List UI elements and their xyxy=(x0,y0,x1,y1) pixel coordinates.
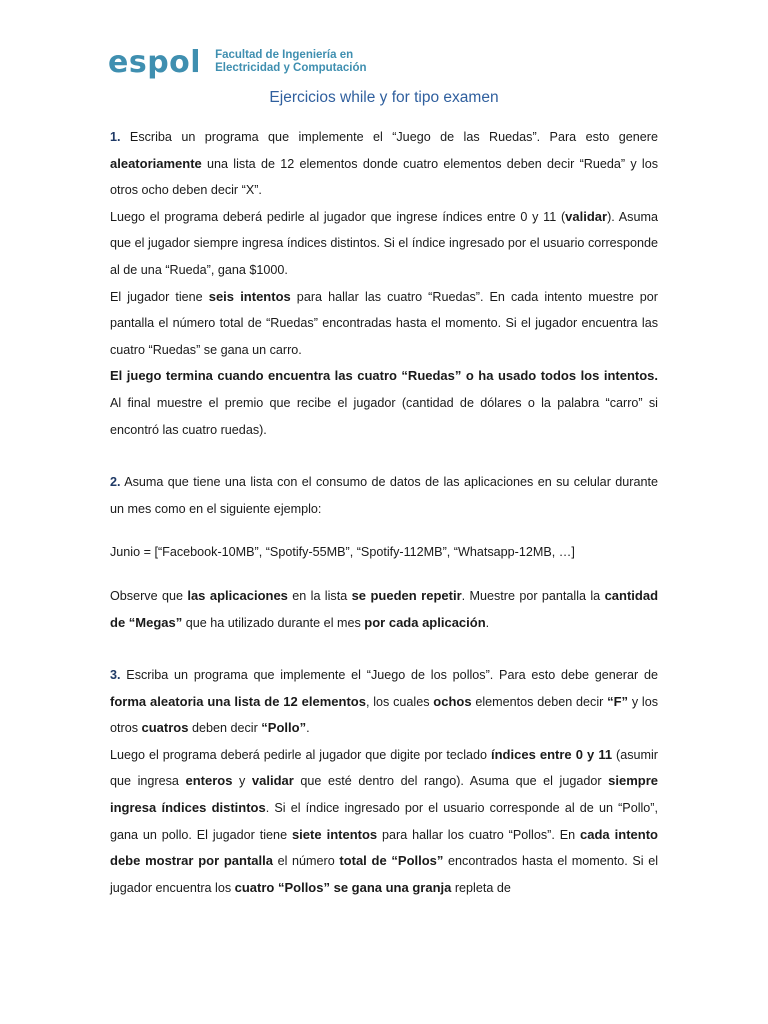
bold-run: las aplicaciones xyxy=(187,587,288,603)
bold-run: cuatros xyxy=(141,720,189,736)
institution-line-2: Electricidad y Computación xyxy=(215,62,367,74)
bold-run: ochos xyxy=(433,693,472,709)
exercise-2-paragraph-1 xyxy=(110,469,658,522)
exercise-3-paragraph-1 xyxy=(110,662,658,742)
page-title: Ejercicios while y for tipo examen xyxy=(269,89,499,106)
text-run: que ha utilizado durante el mes xyxy=(182,615,365,630)
exercise-1-paragraph-3 xyxy=(110,284,658,364)
institution-name xyxy=(215,49,366,75)
text-run: . Muestre por pantalla la xyxy=(461,588,605,603)
exercise-2-paragraph-2 xyxy=(110,583,658,636)
text-run: Luego el programa deberá pedirle al jugador que ingrese índices entre 0 y 11 ( xyxy=(110,209,566,224)
exercise-1-paragraph-4 xyxy=(110,363,658,443)
bold-run: cada intento debe mostrar por pantalla xyxy=(110,826,658,869)
bold-run: por cada aplicación xyxy=(364,614,486,630)
bold-run: se pueden repetir xyxy=(351,587,462,603)
text-run: Luego el programa deberá pedirle al jugador que digite por teclado xyxy=(110,747,491,762)
bold-run: cantidad de “Megas” xyxy=(110,587,659,630)
bold-run: enteros xyxy=(185,773,233,789)
bold-run: cuatro “Pollos” se gana una granja xyxy=(234,879,452,895)
text-run: Escriba un programa que implemente el “Juego de las Ruedas”. Para esto genere xyxy=(120,130,658,144)
exercise-1-paragraph-2 xyxy=(110,204,658,284)
text-run: una lista de 12 elementos donde cuatro elementos deben decir “Rueda” y los otros ocho deben decir “X”. xyxy=(110,156,658,198)
header xyxy=(108,44,367,80)
institution-line-1: Facultad de Ingeniería en xyxy=(215,49,354,61)
bold-run: validar xyxy=(251,773,294,789)
text-run: elementos deben decir xyxy=(471,694,608,709)
text-run: y los otros xyxy=(110,694,659,736)
text-run: El jugador tiene xyxy=(110,289,209,304)
text-run: deben decir xyxy=(188,721,262,736)
document-body xyxy=(110,124,658,901)
text-run: que esté dentro del rango). Asuma que el jugador xyxy=(293,774,609,789)
text-run: repleta de xyxy=(451,880,511,895)
exercise-1-paragraph-1 xyxy=(110,124,658,204)
text-run: Escriba un programa que implemente el “Juego de los pollos”. Para esto debe generar de xyxy=(120,668,658,683)
text-run: Observe que xyxy=(110,588,188,603)
espol-logo: espol xyxy=(108,44,202,80)
text-run: , los cuales xyxy=(365,694,434,709)
text-run: Asuma que tiene una lista con el consumo de datos de las aplicaciones en su celular durante un mes como en el siguiente ejemplo: xyxy=(110,475,658,516)
bold-run: validar xyxy=(565,208,608,224)
bold-run: siete intentos xyxy=(291,826,378,842)
text-run: en la lista xyxy=(287,588,352,603)
bold-run: forma aleatoria una lista de 12 elementos xyxy=(110,693,366,709)
text-run: ). Asuma que el jugador siempre ingresa índices distintos. Si el índice ingresado por el usuario corresponde al de una “Rueda”, gana $1000. xyxy=(110,209,658,277)
bold-run: total de “Pollos” xyxy=(339,853,444,869)
text-run: y xyxy=(232,774,252,789)
exercise-2-number: 2. xyxy=(110,475,121,490)
text-run: . Si el índice ingresado por el usuario corresponde al de un “Pollo”, gana un pollo. El jugador tiene xyxy=(110,801,658,842)
bold-run: “Pollo” xyxy=(261,720,307,736)
bold-run: “F” xyxy=(607,693,629,709)
text-run: para hallar las cuatro “Ruedas”. En cada intento muestre por pantalla el número total de “Ruedas” encontradas hasta el momento. Si el jugador encuentra las cuatro “Ruedas” se gana un carro. xyxy=(110,289,658,357)
bold-run: aleatoriamente xyxy=(110,155,202,171)
exercise-2-example: Junio = [“Facebook-10MB”, “Spotify-55MB”, “Spotify-112MB”, “Whatsapp-12MB, …] xyxy=(110,545,575,560)
bold-run: seis intentos xyxy=(208,288,291,304)
text-run: . xyxy=(306,721,310,736)
exercise-3-paragraph-2 xyxy=(110,742,658,902)
bold-run: índices entre 0 y 11 xyxy=(491,746,613,762)
text-run: para hallar los cuatro “Pollos”. En xyxy=(377,827,581,842)
exercise-1-number: 1. xyxy=(110,130,121,144)
text-run: el número xyxy=(273,854,340,869)
bold-run: El juego termina cuando encuentra las cuatro “Ruedas” o ha usado todos los intentos. xyxy=(110,368,658,384)
exercise-3-number: 3. xyxy=(110,668,121,683)
text-run: Al final muestre el premio que recibe el jugador (cantidad de dólares o la palabra “carro” si encontró las cuatro ruedas). xyxy=(110,395,658,437)
text-run: (asumir que ingresa xyxy=(110,747,658,789)
text-run: . xyxy=(485,615,490,630)
text-run: encontrados hasta el momento. Si el jugador encuentra los xyxy=(110,854,659,895)
bold-run: siempre ingresa índices distintos xyxy=(110,773,658,816)
